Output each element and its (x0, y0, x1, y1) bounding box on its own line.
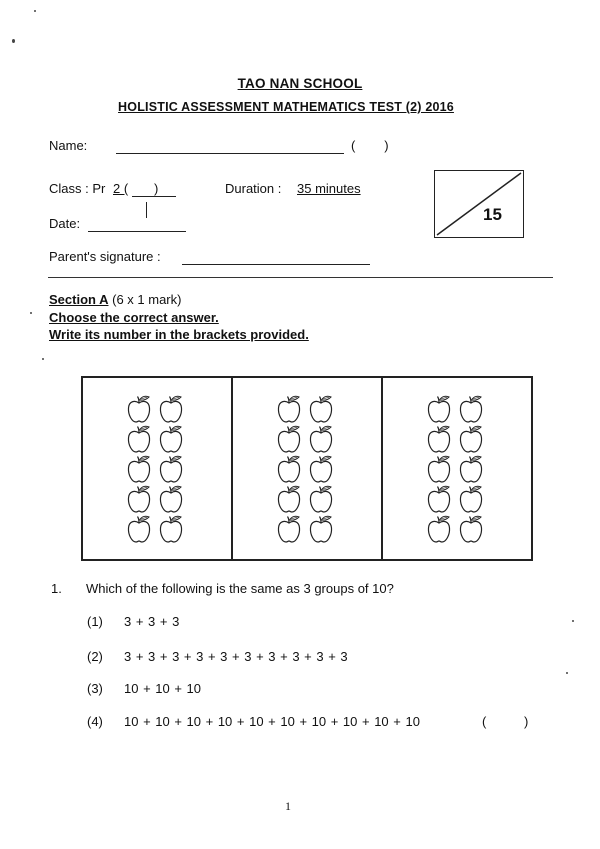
apple-icon (275, 394, 303, 424)
apple-icon (307, 514, 335, 544)
apple-icon (457, 454, 485, 484)
pen-mark (146, 202, 147, 218)
apple-icon (275, 514, 303, 544)
option-1-text[interactable]: 3 + 3 + 3 (124, 614, 180, 629)
apple-icon (157, 394, 185, 424)
apple-icon (425, 514, 453, 544)
option-1-number[interactable]: (1) (87, 614, 103, 629)
scan-speck (12, 39, 15, 43)
duration-label: Duration : (225, 181, 282, 196)
answer-bracket-open: ( (482, 714, 487, 729)
section-heading (49, 292, 181, 307)
apple-icon (425, 424, 453, 454)
test-title: HOLISTIC ASSESSMENT MATHEMATICS TEST (2) 2016 (118, 100, 454, 114)
apple-icon (425, 484, 453, 514)
apple-icon (307, 454, 335, 484)
scan-speck (42, 358, 44, 360)
apple-icon (457, 514, 485, 544)
question-number: 1. (51, 581, 62, 596)
scan-speck (572, 620, 574, 622)
apple-icon (157, 484, 185, 514)
class-close-bracket: ) (154, 181, 159, 196)
apple-grid (125, 394, 189, 544)
apple-icon (457, 484, 485, 514)
apple-group-2 (231, 378, 381, 559)
apple-icon (307, 424, 335, 454)
apple-icon (125, 394, 153, 424)
parent-signature-label: Parent's signature : (49, 249, 161, 264)
option-3-number[interactable]: (3) (87, 681, 103, 696)
answer-bracket-close: ) (524, 714, 529, 729)
section-title: Section A (49, 292, 109, 307)
name-field[interactable] (116, 153, 344, 154)
apple-icon (125, 484, 153, 514)
option-3-text[interactable]: 10 + 10 + 10 (124, 681, 202, 696)
class-value[interactable]: 2 ( (113, 181, 129, 196)
apple-icon (457, 394, 485, 424)
apple-icon (307, 394, 335, 424)
score-box (434, 170, 524, 238)
apple-icon (457, 424, 485, 454)
apple-grid (425, 394, 489, 544)
scan-speck (30, 312, 32, 314)
apple-icon (157, 514, 185, 544)
duration-value: 35 minutes (297, 181, 361, 196)
score-box-diagonal (435, 171, 523, 237)
option-2-number[interactable]: (2) (87, 649, 103, 664)
apple-icon (275, 484, 303, 514)
register-number-brackets: ( ) (351, 138, 389, 153)
apple-groups-figure (81, 376, 533, 561)
name-label: Name: (49, 138, 88, 153)
apple-icon (425, 454, 453, 484)
apple-icon (307, 484, 335, 514)
apple-group-3 (381, 378, 531, 559)
apple-icon (125, 424, 153, 454)
date-field[interactable] (88, 231, 186, 232)
answer-field[interactable] (490, 712, 524, 730)
apple-icon (425, 394, 453, 424)
apple-icon (275, 454, 303, 484)
date-label: Date: (49, 216, 81, 231)
apple-grid (275, 394, 339, 544)
apple-icon (275, 424, 303, 454)
class-label: Class : Pr (49, 181, 106, 196)
option-2-text[interactable]: 3 + 3 + 3 + 3 + 3 + 3 + 3 + 3 + 3 + 3 (124, 649, 348, 664)
section-marks: (6 x 1 mark) (112, 292, 182, 307)
class-field-underline (132, 196, 176, 197)
apple-icon (157, 454, 185, 484)
page-number: 1 (285, 799, 291, 813)
instruction-write: Write its number in the brackets provided. (49, 327, 309, 342)
apple-icon (125, 514, 153, 544)
apple-group-1 (83, 378, 231, 559)
question-text: Which of the following is the same as 3 groups of 10? (86, 581, 394, 596)
apple-icon (157, 424, 185, 454)
instruction-choose: Choose the correct answer. (49, 310, 219, 325)
score-total: 15 (483, 205, 502, 224)
option-4-text[interactable]: 10 + 10 + 10 + 10 + 10 + 10 + 10 + 10 + 10 + 10 (124, 714, 420, 729)
school-name: TAO NAN SCHOOL (237, 76, 363, 91)
scan-speck (34, 10, 36, 12)
apple-icon (125, 454, 153, 484)
scan-speck (566, 672, 568, 674)
header-divider (48, 277, 553, 278)
option-4-number[interactable]: (4) (87, 714, 103, 729)
parent-signature-field[interactable] (182, 264, 370, 265)
